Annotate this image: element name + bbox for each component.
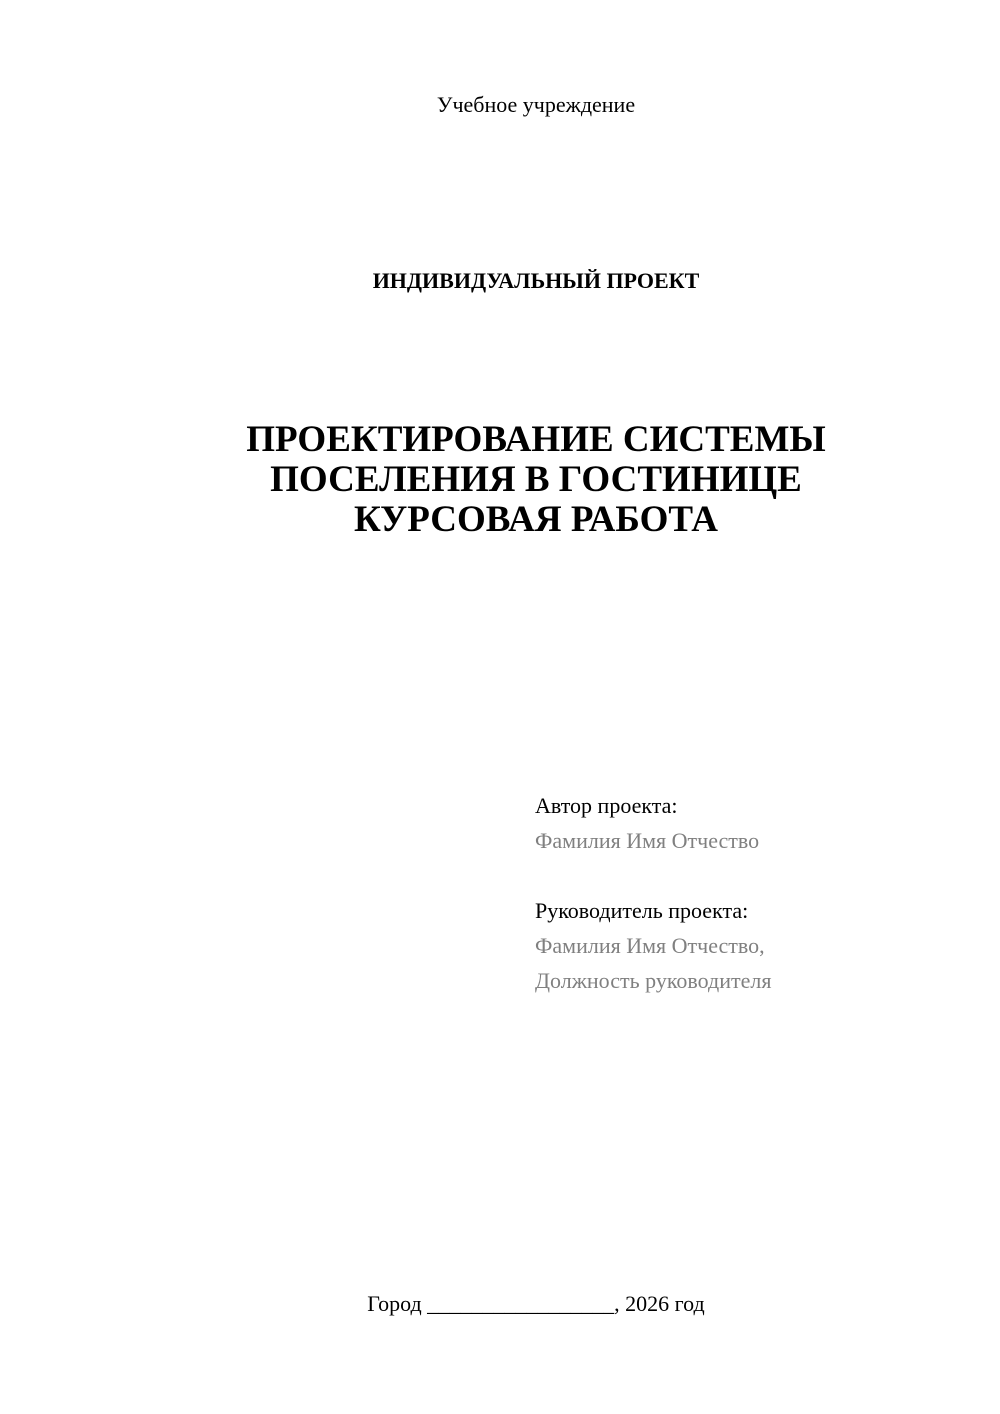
supervisor-position: Должность руководителя — [535, 968, 772, 993]
city-year-footer: Город _________________, 2026 год — [367, 1291, 705, 1316]
supervisor-name: Фамилия Имя Отчество, — [535, 933, 765, 958]
project-title-line-3: КУРСОВАЯ РАБОТА — [354, 499, 718, 540]
supervisor-label: Руководитель проекта: — [535, 898, 749, 923]
project-type-heading: ИНДИВИДУАЛЬНЫЙ ПРОЕКТ — [372, 268, 700, 293]
project-title — [0, 420, 1000, 540]
project-title-line-1: ПРОЕКТИРОВАНИЕ СИСТЕМЫ — [246, 419, 826, 460]
institution-name: Учебное учреждение — [436, 92, 636, 117]
info-spacer — [535, 858, 975, 893]
author-name: Фамилия Имя Отчество — [535, 828, 760, 853]
project-title-line-2: ПОСЕЛЕНИЯ В ГОСТИНИЦЕ — [270, 459, 802, 500]
project-info-block — [535, 788, 975, 998]
author-label: Автор проекта: — [535, 793, 678, 818]
